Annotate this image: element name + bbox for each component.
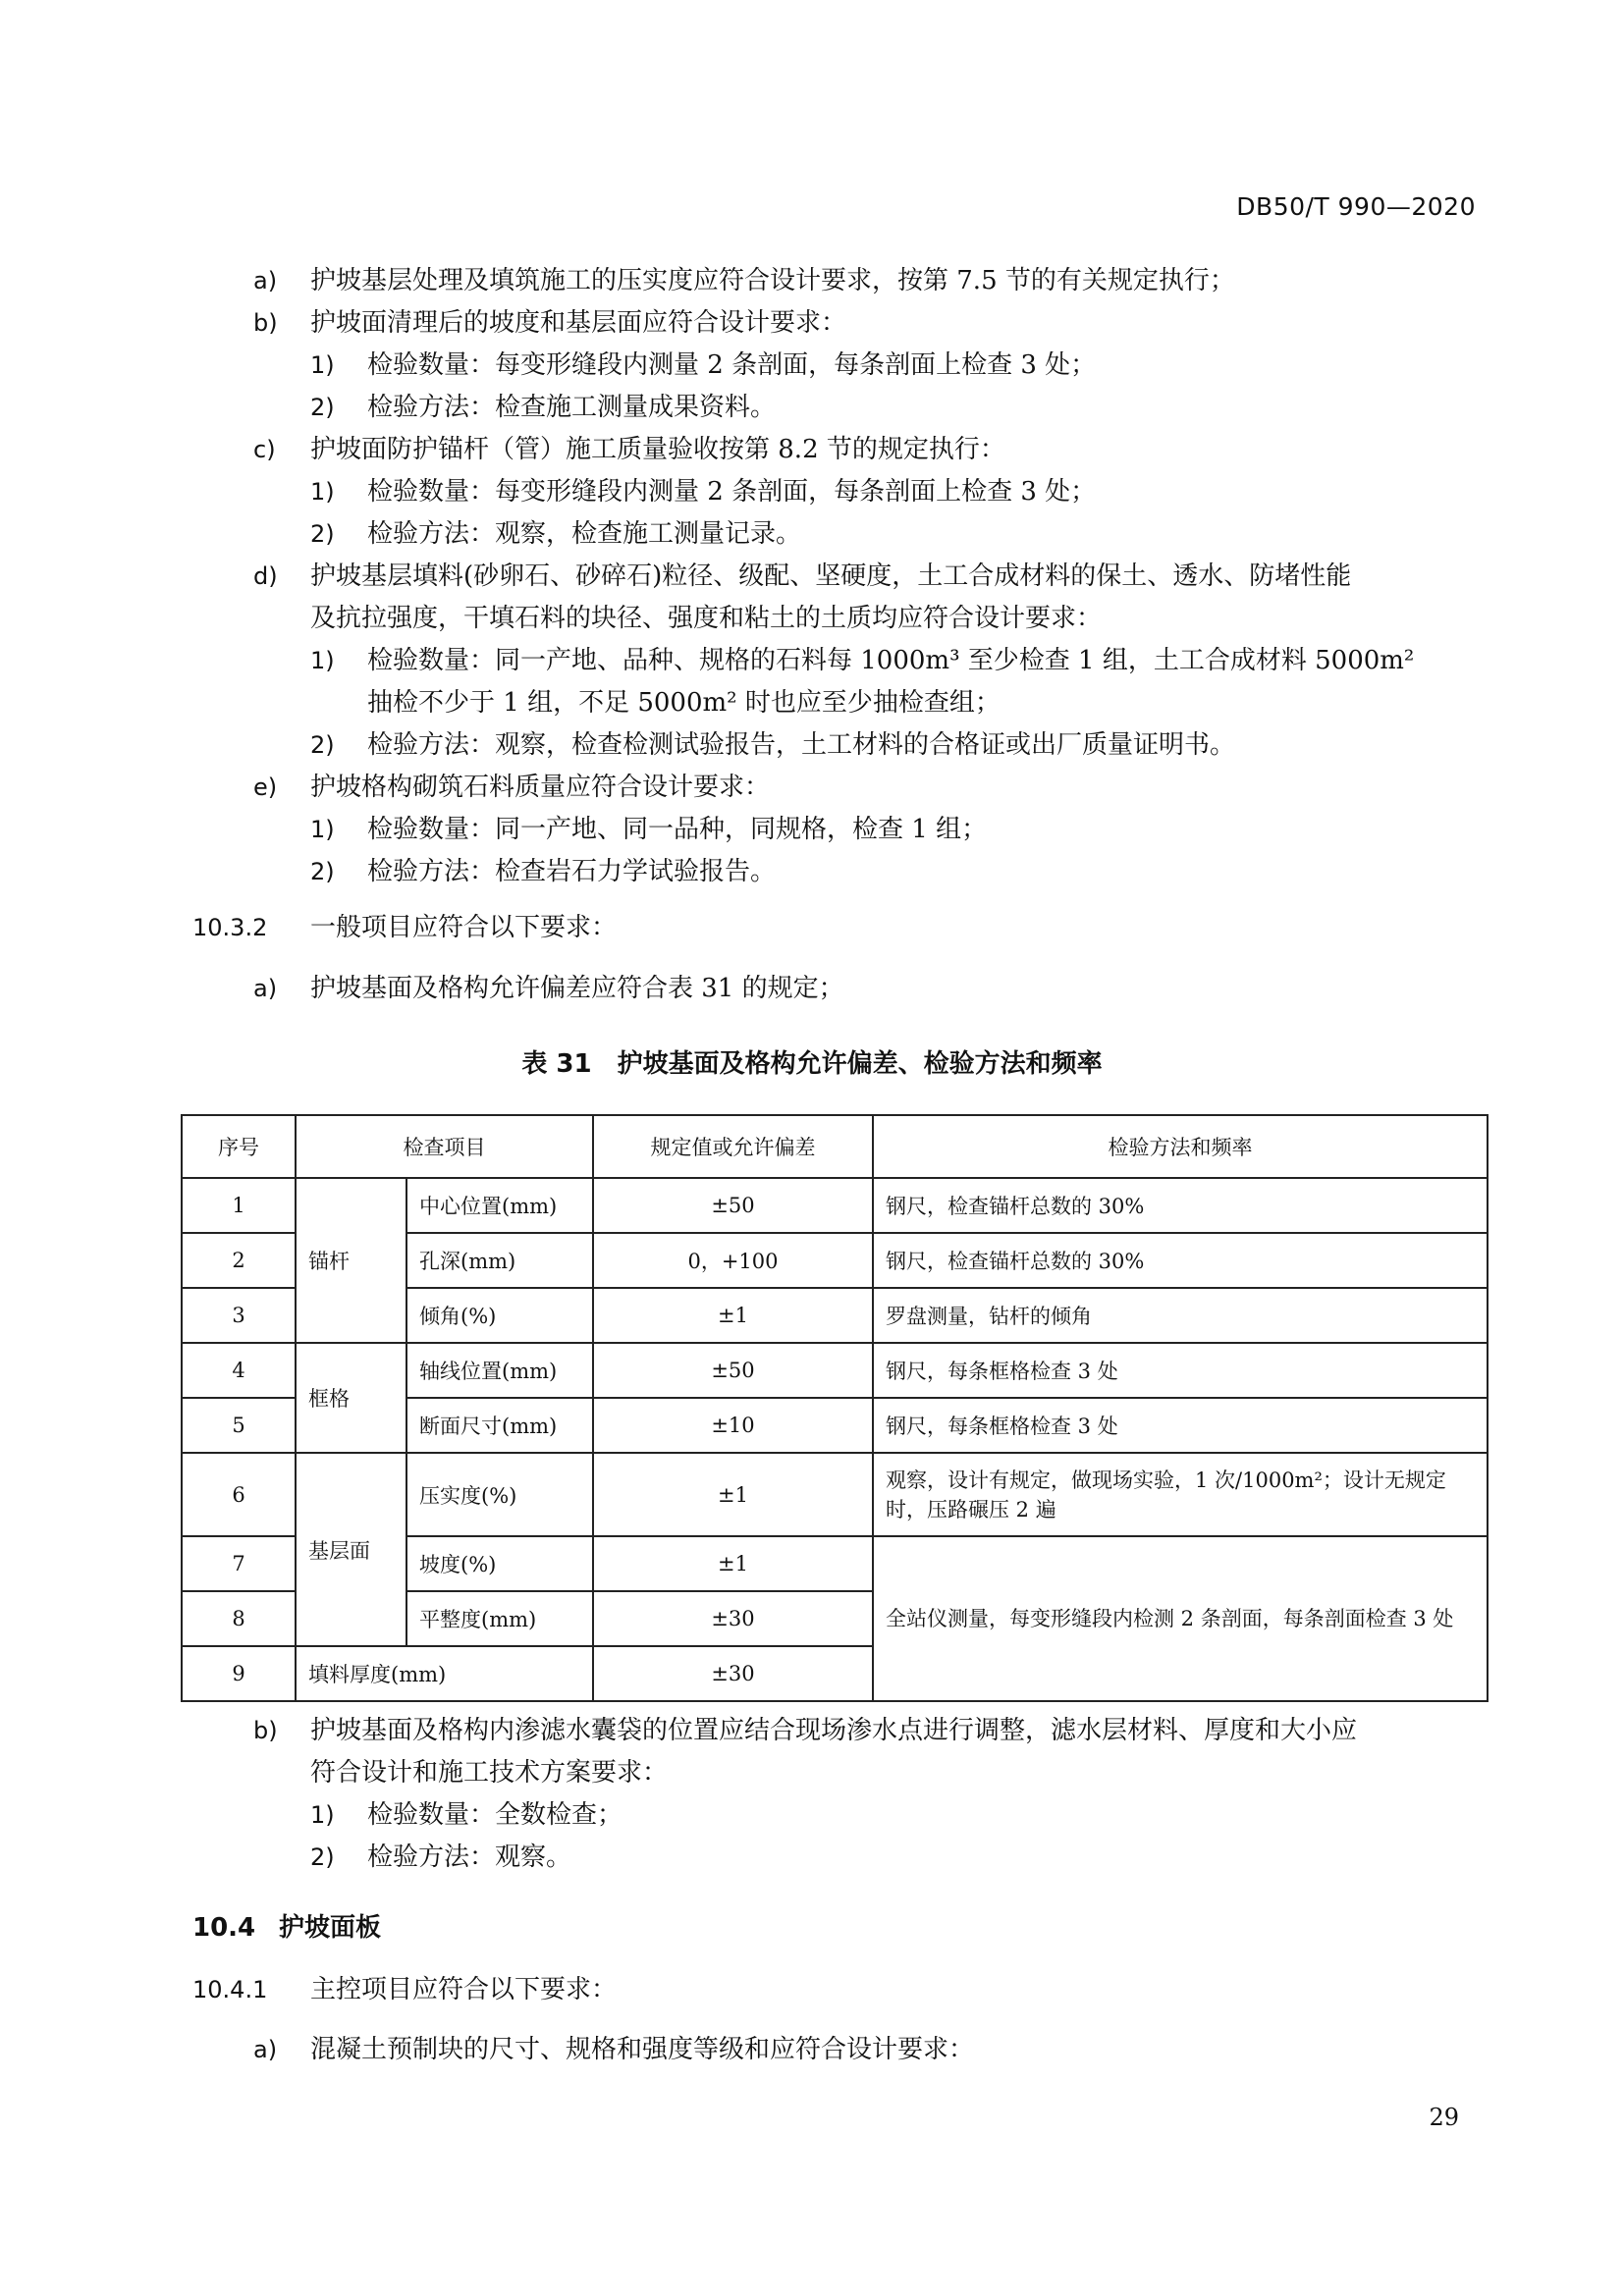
group-label: 框格 [296, 1343, 406, 1453]
section-10-4-heading: 10.4 护坡面板 [192, 1913, 382, 1943]
list-item: 抽检不少于 1 组，不足 5000m² 时也应至少抽检查组； [367, 688, 1001, 718]
header-cell: 检查项目 [296, 1115, 593, 1178]
cell-no: 7 [182, 1536, 296, 1591]
cell-no: 3 [182, 1288, 296, 1343]
list-item: 1) 检验数量：同一产地、同一品种，同规格，检查 1 组； [310, 815, 988, 844]
list-item: a) 护坡基层处理及填筑施工的压实度应符合设计要求，按第 7.5 节的有关规定执行； [253, 266, 1235, 295]
cell-item: 坡度(%) [406, 1536, 593, 1591]
list-item: c) 护坡面防护锚杆（管）施工质量验收按第 8.2 节的规定执行： [253, 435, 1005, 464]
cell-no: 1 [182, 1178, 296, 1233]
clause-10-4-1: 10.4.1 主控项目应符合以下要求： [192, 1975, 618, 2004]
cell-no: 2 [182, 1233, 296, 1288]
cell-value: ±30 [593, 1646, 873, 1701]
cell-value: 0，+100 [593, 1233, 873, 1288]
page-number: 29 [1429, 2104, 1459, 2131]
list-item: 1) 检验数量：每变形缝段内测量 2 条剖面，每条剖面上检查 3 处； [310, 350, 1097, 380]
header-cell: 检验方法和频率 [873, 1115, 1488, 1178]
list-item: 1) 检验数量：全数检查； [310, 1800, 623, 1830]
cell-value: ±10 [593, 1398, 873, 1453]
list-item: d) 护坡基层填料(砂卵石、砂碎石)粒径、级配、坚硬度，土工合成材料的保土、透水、防堵性能 [253, 561, 1352, 591]
table-31 [181, 1114, 1489, 1702]
cell-method: 罗盘测量，钻杆的倾角 [873, 1288, 1488, 1343]
list-item: 1) 检验数量：每变形缝段内测量 2 条剖面，每条剖面上检查 3 处； [310, 477, 1097, 507]
cell-value: ±30 [593, 1591, 873, 1646]
list-item: a) 混凝土预制块的尺寸、规格和强度等级和应符合设计要求： [253, 2035, 975, 2064]
cell-method: 钢尺，每条框格检查 3 处 [873, 1398, 1488, 1453]
cell-item: 轴线位置(mm) [406, 1343, 593, 1398]
list-item: 符合设计和施工技术方案要求： [310, 1758, 669, 1788]
cell-item: 断面尺寸(mm) [406, 1398, 593, 1453]
cell-item: 平整度(mm) [406, 1591, 593, 1646]
cell-value: ±1 [593, 1453, 873, 1536]
cell-item: 中心位置(mm) [406, 1178, 593, 1233]
list-item: a) 护坡基面及格构允许偏差应符合表 31 的规定； [253, 974, 844, 1003]
list-item: b) 护坡面清理后的坡度和基层面应符合设计要求： [253, 308, 847, 338]
table-row [182, 1453, 1488, 1536]
table-header-row [182, 1115, 1488, 1178]
list-item: 2) 检验方法：观察，检查检测试验报告，土工材料的合格证或出厂质量证明书。 [310, 730, 1236, 760]
table-caption: 表 31 护坡基面及格构允许偏差、检验方法和频率 [521, 1049, 1103, 1079]
cell-method: 钢尺，检查锚杆总数的 30% [873, 1233, 1488, 1288]
list-item: 2) 检验方法：检查岩石力学试验报告。 [310, 857, 777, 886]
cell-no: 8 [182, 1591, 296, 1646]
list-item: 2) 检验方法：检查施工测量成果资料。 [310, 393, 777, 422]
cell-value: ±50 [593, 1343, 873, 1398]
group-label: 基层面 [296, 1453, 406, 1646]
document-code: DB50/T 990—2020 [1236, 192, 1476, 221]
table-row [182, 1343, 1488, 1398]
cell-item: 压实度(%) [406, 1453, 593, 1536]
cell-no: 5 [182, 1398, 296, 1453]
list-item: 2) 检验方法：观察。 [310, 1842, 572, 1872]
header-cell: 序号 [182, 1115, 296, 1178]
table-row [182, 1178, 1488, 1233]
cell-method: 观察，设计有规定，做现场实验，1 次/1000m²；设计无规定时，压路碾压 2 遍 [873, 1453, 1488, 1536]
cell-method: 钢尺，每条框格检查 3 处 [873, 1343, 1488, 1398]
cell-item: 孔深(mm) [406, 1233, 593, 1288]
cell-method: 全站仪测量，每变形缝段内检测 2 条剖面，每条剖面检查 3 处 [873, 1536, 1488, 1701]
cell-no: 6 [182, 1453, 296, 1536]
list-item: 1) 检验数量：同一产地、品种、规格的石料每 1000m³ 至少检查 1 组，土工合成材料 5000m² [310, 646, 1415, 675]
group-label: 锚杆 [296, 1178, 406, 1343]
list-item: b) 护坡基面及格构内渗滤水囊袋的位置应结合现场渗水点进行调整，滤水层材料、厚度和大小应 [253, 1716, 1358, 1745]
cell-item: 填料厚度(mm) [296, 1646, 593, 1701]
clause-10-3-2: 10.3.2 一般项目应符合以下要求： [192, 913, 618, 942]
cell-no: 4 [182, 1343, 296, 1398]
cell-no: 9 [182, 1646, 296, 1701]
cell-value: ±1 [593, 1536, 873, 1591]
header-cell: 规定值或允许偏差 [593, 1115, 873, 1178]
list-item: 及抗拉强度，干填石料的块径、强度和粘土的土质均应符合设计要求： [310, 604, 1103, 633]
cell-method: 钢尺，检查锚杆总数的 30% [873, 1178, 1488, 1233]
cell-value: ±50 [593, 1178, 873, 1233]
cell-item: 倾角(%) [406, 1288, 593, 1343]
list-item: e) 护坡格构砌筑石料质量应符合设计要求： [253, 773, 771, 802]
list-item: 2) 检验方法：观察，检查施工测量记录。 [310, 519, 802, 549]
cell-value: ±1 [593, 1288, 873, 1343]
